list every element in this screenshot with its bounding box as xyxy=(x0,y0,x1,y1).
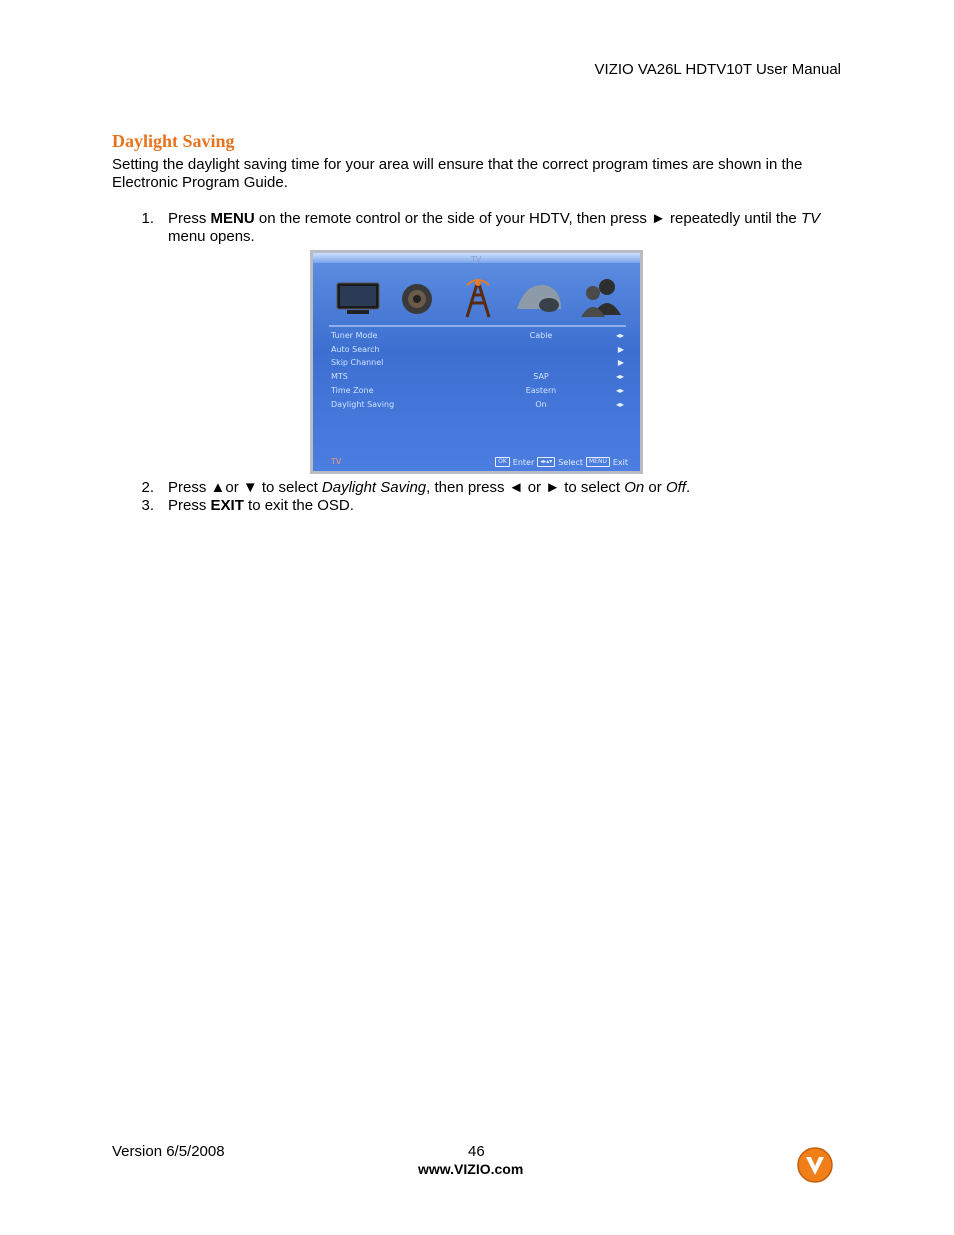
left-right-arrow-icon: ◂▸ xyxy=(615,372,624,381)
left-right-arrow-icon: ◂▸ xyxy=(615,331,624,340)
page-header-title: VIZIO VA26L HDTV10T User Manual xyxy=(594,61,841,78)
tv-icon xyxy=(333,275,383,319)
step-text: Press ▲or ▼ to select Daylight Saving, then press ◄ or ► to select On or Off. xyxy=(168,479,691,496)
step-number: 2. xyxy=(141,479,154,496)
vizio-logo-icon xyxy=(796,1146,834,1184)
section-title: Daylight Saving xyxy=(112,131,235,151)
osd-tab-label: TV xyxy=(471,255,482,264)
menu-key-icon: MENU xyxy=(586,457,610,467)
right-arrow-icon: ▶ xyxy=(617,345,624,354)
osd-separator xyxy=(329,325,626,327)
osd-row-daylight-saving[interactable]: Daylight Saving On ◂▸ xyxy=(331,400,624,409)
left-right-arrow-icon: ◂▸ xyxy=(615,400,624,409)
footer-url: www.VIZIO.com xyxy=(418,1161,524,1177)
right-arrow-icon: ▶ xyxy=(617,358,624,367)
osd-screenshot xyxy=(310,250,643,474)
osd-key-hints: OK Enter ◂▸▴▾ Select MENU Exit xyxy=(495,457,628,467)
osd-row-auto-search[interactable]: Auto Search ▶ xyxy=(331,345,624,354)
step-number: 1. xyxy=(141,210,154,227)
left-right-arrow-icon: ◂▸ xyxy=(615,386,624,395)
satellite-dish-icon xyxy=(511,275,567,319)
osd-row-tuner-mode[interactable]: Tuner Mode Cable ◂▸ xyxy=(331,331,624,340)
step-text: Press EXIT to exit the OSD. xyxy=(168,497,354,514)
osd-row-time-zone[interactable]: Time Zone Eastern ◂▸ xyxy=(331,386,624,395)
ok-key-icon: OK xyxy=(495,457,510,467)
users-icon xyxy=(577,275,625,319)
speaker-icon xyxy=(397,275,437,319)
osd-row-skip-channel[interactable]: Skip Channel ▶ xyxy=(331,358,624,367)
intro-paragraph: Setting the daylight saving time for your area will ensure that the correct program times are shown in the Electronic Program Guide. xyxy=(112,156,803,191)
osd-tv-menu xyxy=(313,253,640,471)
footer-page-number: 46 xyxy=(468,1143,485,1160)
step-text: Press MENU on the remote control or the side of your HDTV, then press ► repeatedly until the TV menu opens. xyxy=(168,210,821,245)
osd-menu-name: TV xyxy=(331,457,342,466)
osd-row-mts[interactable]: MTS SAP ◂▸ xyxy=(331,372,624,381)
footer-version: Version 6/5/2008 xyxy=(112,1143,225,1160)
osd-footer xyxy=(331,457,628,469)
select-keys-icon: ◂▸▴▾ xyxy=(537,457,555,467)
step-number: 3. xyxy=(141,497,154,514)
antenna-icon xyxy=(461,275,495,319)
